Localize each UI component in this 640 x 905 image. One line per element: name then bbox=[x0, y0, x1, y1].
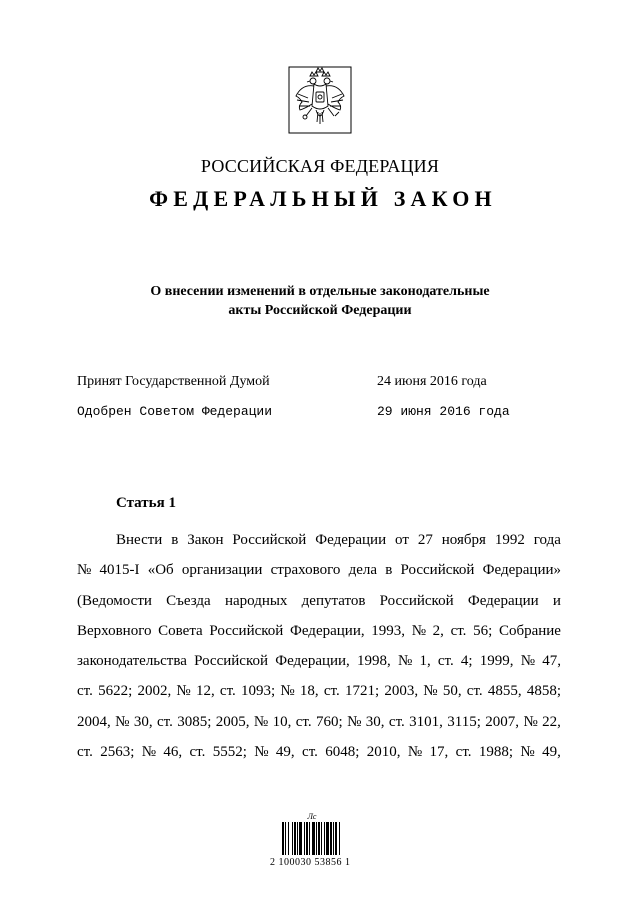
article-word: ст. bbox=[77, 683, 93, 700]
barcode-bar bbox=[288, 822, 289, 855]
barcode-bar bbox=[297, 822, 298, 855]
article-word: 2010, bbox=[366, 744, 401, 761]
article-word: ст. bbox=[302, 744, 318, 761]
article-word: Федерации» bbox=[482, 562, 561, 579]
barcode-bar bbox=[292, 822, 293, 855]
article-word: № bbox=[347, 713, 362, 730]
article-word: ст. bbox=[450, 622, 467, 639]
article-word: Внести bbox=[116, 532, 163, 548]
barcode-bar bbox=[324, 822, 325, 855]
article-word: № bbox=[407, 744, 423, 761]
article-word: Съезда bbox=[166, 592, 211, 609]
article-word: 50, bbox=[442, 683, 462, 700]
article-word: 2004, bbox=[77, 713, 111, 730]
article-word: 56; bbox=[473, 622, 493, 639]
article-word: «Об bbox=[147, 562, 174, 579]
article-text-line bbox=[77, 676, 561, 706]
article-word: ст. bbox=[156, 713, 173, 730]
article-word: 1988; bbox=[478, 744, 514, 761]
country-name: РОССИЙСКАЯ ФЕДЕРАЦИЯ bbox=[200, 156, 440, 176]
barcode-bar bbox=[299, 822, 302, 855]
article-word: страхового bbox=[270, 562, 341, 579]
barcode-mark: Лс bbox=[307, 812, 317, 821]
article-word: 5552; bbox=[212, 744, 247, 761]
article-word: 6048; bbox=[325, 744, 360, 761]
council-approval-label: Одобрен Советом Федерации bbox=[77, 404, 273, 419]
article-word: 1, bbox=[419, 653, 431, 670]
article-word: № bbox=[523, 713, 538, 730]
article-word: № bbox=[397, 653, 413, 670]
article-word: № bbox=[176, 683, 191, 700]
article-word: 1999, bbox=[479, 653, 514, 670]
article-text-line bbox=[77, 555, 561, 585]
coat-of-arms-emblem bbox=[288, 66, 352, 134]
article-word: 18, bbox=[299, 683, 319, 700]
article-heading: Статья 1 bbox=[116, 495, 176, 511]
council-approval-date: 29 июня 2016 года bbox=[377, 404, 510, 419]
article-word: 2003, bbox=[384, 683, 419, 700]
barcode-bar bbox=[285, 822, 286, 855]
article-word: 760; bbox=[316, 713, 343, 730]
barcode-bar bbox=[318, 822, 320, 855]
article-word: Верховного bbox=[77, 622, 152, 639]
article-word: (Ведомости bbox=[77, 592, 152, 609]
article-word: 4; bbox=[460, 653, 473, 670]
article-word: 49, bbox=[275, 744, 295, 761]
article-body bbox=[77, 525, 561, 767]
article-word: ст. bbox=[466, 683, 483, 700]
article-word: в bbox=[385, 562, 393, 579]
article-word: Совета bbox=[158, 622, 203, 639]
article-text-line bbox=[77, 737, 561, 767]
article-word: ноября bbox=[441, 532, 486, 548]
article-word: 2007, bbox=[485, 713, 520, 730]
article-word: 10, bbox=[272, 713, 292, 730]
barcode-bar bbox=[282, 822, 284, 855]
article-word: № bbox=[253, 713, 269, 730]
barcode-bar bbox=[335, 822, 337, 855]
barcode-bar bbox=[316, 822, 317, 855]
article-word: в bbox=[171, 532, 179, 548]
article-word: 5622; bbox=[98, 683, 133, 700]
article-text-line bbox=[77, 525, 561, 555]
barcode-bar bbox=[294, 822, 296, 855]
article-word: № bbox=[115, 713, 130, 730]
article-word: и bbox=[552, 592, 561, 609]
article-word: Российской bbox=[232, 532, 307, 548]
article-word: 3101, bbox=[409, 713, 443, 730]
article-word: ст. bbox=[219, 683, 236, 700]
article-word: 47, bbox=[542, 653, 561, 670]
article-word: 2563; bbox=[100, 744, 135, 761]
law-subject-line: О внесении изменений в отдельные законодательные bbox=[150, 284, 490, 299]
article-word: № bbox=[77, 562, 92, 579]
article-text-line bbox=[77, 616, 561, 646]
article-word: № bbox=[280, 683, 295, 700]
article-word: 1992 bbox=[494, 532, 525, 548]
article-word: 30, bbox=[365, 713, 385, 730]
article-word: ст. bbox=[323, 683, 340, 700]
article-word: 22, bbox=[542, 713, 561, 730]
article-word: ст. bbox=[437, 653, 454, 670]
article-word: 4855, bbox=[487, 683, 522, 700]
article-word: 1721; bbox=[344, 683, 380, 700]
article-word: ст. bbox=[77, 744, 93, 761]
article-word: ст. bbox=[388, 713, 405, 730]
law-subject bbox=[0, 282, 640, 320]
barcode-bar bbox=[333, 822, 334, 855]
article-word: 2005, bbox=[215, 713, 250, 730]
article-text-line bbox=[77, 707, 561, 737]
article-word: 12, bbox=[195, 683, 215, 700]
article-word: 1993, bbox=[371, 622, 406, 639]
article-word: 17, bbox=[429, 744, 449, 761]
article-word: Федерации bbox=[467, 592, 539, 609]
article-word: года bbox=[533, 532, 561, 548]
article-word: ст. bbox=[189, 744, 206, 761]
article-word: Закон bbox=[187, 532, 224, 548]
article-word: Собрание bbox=[498, 622, 561, 639]
article-word: ст. bbox=[455, 744, 472, 761]
article-word: 2002, bbox=[137, 683, 172, 700]
article-word: Федерации, bbox=[290, 622, 365, 639]
barcode-bar bbox=[326, 822, 329, 855]
duma-adoption-label: Принят Государственной Думой bbox=[77, 374, 270, 389]
article-word: 4858; bbox=[526, 683, 561, 700]
article-text-line bbox=[77, 586, 561, 616]
article-word: 1998, bbox=[357, 653, 391, 670]
barcode-image bbox=[282, 822, 360, 855]
article-word: ст. bbox=[295, 713, 312, 730]
article-word: 4015-I bbox=[99, 562, 140, 579]
article-word: № bbox=[520, 744, 535, 761]
article-word: Российской bbox=[400, 562, 475, 579]
article-word: 1093; bbox=[240, 683, 276, 700]
article-word: 3115; bbox=[447, 713, 481, 730]
article-word: Российской bbox=[379, 592, 454, 609]
article-word: 2, bbox=[432, 622, 444, 639]
article-word: дела bbox=[348, 562, 378, 579]
article-word: 3085; bbox=[177, 713, 212, 730]
article-word: № bbox=[423, 683, 438, 700]
barcode-bar bbox=[306, 822, 308, 855]
article-word: законодательства bbox=[77, 653, 187, 670]
barcode-bar bbox=[309, 822, 310, 855]
barcode-bar bbox=[304, 822, 305, 855]
article-word: № bbox=[141, 744, 157, 761]
article-word: № bbox=[520, 653, 536, 670]
article-word: Российской bbox=[209, 622, 284, 639]
law-subject-line: акты Российской Федерации bbox=[228, 303, 412, 318]
article-word: 46, bbox=[163, 744, 183, 761]
article-word: от bbox=[395, 532, 409, 548]
article-word: 27 bbox=[417, 532, 433, 548]
article-word: № bbox=[254, 744, 269, 761]
article-word: депутатов bbox=[301, 592, 366, 609]
barcode-bar bbox=[312, 822, 315, 855]
barcode-bar bbox=[330, 822, 332, 855]
article-word: Российской bbox=[194, 653, 269, 670]
article-text-line bbox=[77, 646, 561, 676]
article-word: 49, bbox=[542, 744, 561, 761]
article-word: Федерации, bbox=[275, 653, 350, 670]
barcode-number: 2 100030 53856 1 bbox=[270, 857, 351, 868]
barcode-bar bbox=[321, 822, 322, 855]
article-word: организации bbox=[181, 562, 263, 579]
article-word: № bbox=[411, 622, 426, 639]
article-word: 30, bbox=[133, 713, 153, 730]
article-word: Федерации bbox=[315, 532, 387, 548]
document-type-title: ФЕДЕРАЛЬНЫЙ ЗАКОН bbox=[149, 186, 497, 211]
duma-adoption-date: 24 июня 2016 года bbox=[377, 374, 487, 389]
barcode-bar bbox=[339, 822, 340, 855]
article-word: народных bbox=[224, 592, 288, 609]
